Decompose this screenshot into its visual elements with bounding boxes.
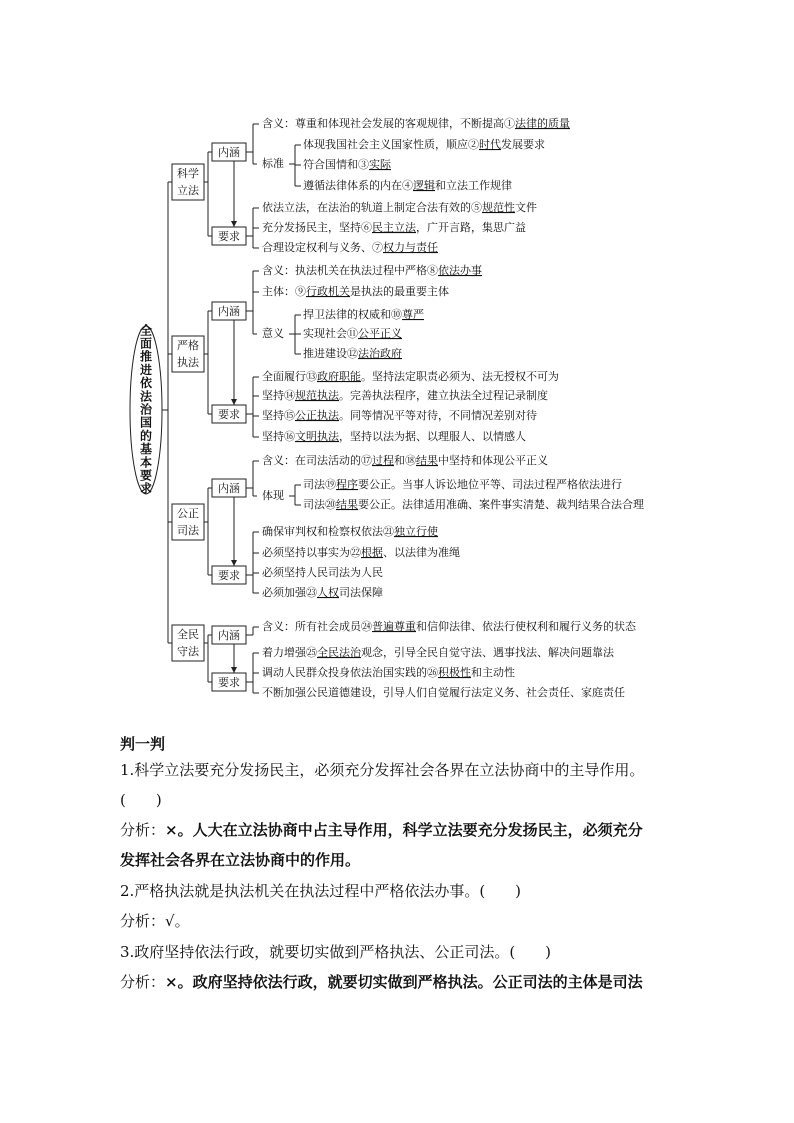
text-segment: 捍卫法律的权威和⑩ — [303, 308, 402, 321]
root-char: 本 — [139, 455, 153, 470]
question-1: 1.科学立法要充分发扬民主，必须充分发挥社会各界在立法协商中的主导作用。 — [120, 761, 645, 779]
branch-label-line2: 司法 — [177, 524, 199, 537]
sub-item — [303, 326, 402, 340]
answer-blank: 规范执法 — [295, 389, 339, 402]
sub-item — [303, 497, 644, 511]
branch-label-line1: 全民 — [177, 628, 199, 641]
text-segment: 含义：尊重和体现社会发展的客观规律，不断提高① — [262, 117, 515, 130]
answer-blank: 过程 — [372, 454, 394, 467]
text-segment: 确保审判权和检察权依法㉑ — [262, 525, 394, 538]
branch-label-line1: 严格 — [177, 339, 199, 352]
answer-blank: 实际 — [369, 158, 391, 171]
neihan-arrow-head — [231, 399, 237, 405]
answer-blank: 程序 — [336, 478, 358, 491]
neihan-item — [262, 619, 637, 633]
text-segment: 含义：所有社会成员㉔ — [262, 620, 372, 633]
branch-label-line2: 立法 — [177, 184, 199, 197]
yaoqiu-item — [262, 524, 438, 538]
neihan-arrow-head — [231, 560, 237, 566]
yaoqiu-item — [262, 645, 615, 659]
yaoqiu-item — [262, 545, 460, 559]
yaoqiu-item — [262, 388, 548, 402]
answer-blank: 权力与责任 — [383, 241, 438, 254]
yaoqiu-item — [262, 220, 526, 234]
answer-3 — [120, 975, 680, 990]
answer-blank: 依法办事 — [438, 264, 482, 277]
neihan-label: 内涵 — [218, 482, 240, 495]
neihan-item — [262, 284, 449, 298]
text-segment: 不断加强公民道德建设，引导人们自觉履行法定义务、社会责任、家庭责任 — [262, 686, 625, 699]
text-segment: 中坚持和体现公平正义 — [438, 454, 548, 467]
yaoqiu-item — [262, 408, 537, 422]
yaoqiu-item — [262, 200, 537, 214]
answer-blank: 政府职能 — [317, 370, 361, 383]
answer-blank: 结果 — [336, 498, 358, 511]
text-segment: 和⑱ — [394, 454, 416, 467]
text-segment: 必须坚持以事实为㉒ — [262, 546, 361, 559]
answer-blank: 根据 — [361, 546, 383, 559]
root-char: 国 — [139, 415, 153, 430]
root-char: 法 — [139, 389, 153, 404]
yaoqiu-item — [262, 369, 559, 383]
text-segment: 体现我国社会主义国家性质，顺应② — [303, 138, 479, 151]
text-segment: 司法⑳ — [303, 498, 336, 511]
neihan-label: 内涵 — [218, 146, 240, 159]
neihan-item — [262, 453, 548, 467]
text-segment: 坚持⑯ — [262, 430, 295, 443]
branch-label-line1: 公正 — [177, 507, 199, 520]
sub-label: 体现 — [262, 489, 284, 502]
yaoqiu-item — [262, 429, 526, 443]
text-segment: 推进建设⑫ — [303, 347, 358, 360]
root-char: 面 — [139, 336, 153, 351]
text-segment: 。同等情况平等对待，不同情况差别对待 — [339, 409, 537, 422]
answer-1-prefix: 分析： — [120, 821, 166, 839]
answer-2 — [120, 914, 680, 929]
text-segment: 司法⑲ — [303, 478, 336, 491]
question-2: 2.严格执法就是执法机关在执法过程中严格依法办事。( ) — [120, 882, 522, 900]
yaoqiu-item — [262, 240, 438, 254]
question-1-paren: ( ) — [120, 791, 162, 809]
answer-blank: 全民法治 — [317, 646, 361, 659]
text-segment: 必须坚持人民司法为人民 — [262, 566, 383, 579]
text-segment: 、以法律为准绳 — [383, 546, 460, 559]
yaoqiu-item — [262, 685, 625, 699]
answer-blank: 积极性 — [438, 666, 471, 679]
answer-1-line-1 — [120, 823, 680, 838]
root-char: 求 — [139, 481, 153, 496]
root-char: 治 — [139, 402, 153, 417]
answer-blank: 文明执法 — [295, 430, 339, 443]
neihan-item — [262, 116, 570, 130]
text-segment: 和立法工作规律 — [435, 179, 512, 192]
sub-item — [303, 137, 545, 151]
answer-2-prefix: 分析： — [120, 912, 166, 930]
text-segment: 坚持⑮ — [262, 409, 295, 422]
text-segment: 符合国情和③ — [303, 158, 369, 171]
neihan-label: 内涵 — [218, 629, 240, 642]
answer-blank: 民主立法 — [372, 221, 416, 234]
answer-1-line-2: 发挥社会各界在立法协商中的作用。 — [120, 851, 361, 869]
answer-blank: 尊严 — [402, 308, 424, 321]
text-segment: 合理设定权利与义务、⑦ — [262, 241, 383, 254]
neihan-arrow-head — [231, 221, 237, 227]
text-segment: 含义：执法机关在执法过程中严格⑧ — [262, 264, 438, 277]
neihan-arrow-head — [231, 667, 237, 673]
root-char: 要 — [139, 468, 153, 483]
text-segment: 要公正。法律适用准确、案件事实清楚、裁判结果合法合理 — [358, 498, 644, 511]
answer-blank: 普遍尊重 — [372, 620, 416, 633]
answer-blank: 法律的质量 — [515, 117, 570, 130]
text-segment: 依法立法，在法治的轨道上制定合法有效的⑤ — [262, 201, 482, 214]
answer-blank: 公正执法 — [295, 409, 339, 422]
root-char: 进 — [139, 362, 153, 377]
answer-2-text: √。 — [165, 912, 190, 930]
yaoqiu-label: 要求 — [218, 569, 240, 582]
root-char: 推 — [139, 349, 153, 364]
yaoqiu-item — [262, 585, 383, 599]
text-segment: 。坚持法定职责必须为、法无授权不可为 — [361, 370, 559, 383]
text-segment: 司法保障 — [339, 586, 383, 599]
text-segment: 含义：在司法活动的⑰ — [262, 454, 372, 467]
neihan-label: 内涵 — [218, 305, 240, 318]
answer-blank: 法治政府 — [358, 347, 402, 360]
yaoqiu-item — [262, 565, 383, 579]
text-segment: 遵循法律体系的内在④ — [303, 179, 413, 192]
answer-3-prefix: 分析： — [120, 973, 166, 991]
text-segment: 是执法的最重要主体 — [350, 285, 449, 298]
quiz-heading: 判一判 — [120, 735, 166, 753]
sub-label: 标准 — [262, 157, 284, 170]
text-segment: 坚持⑭ — [262, 389, 295, 402]
branch-label-line2: 执法 — [177, 356, 199, 369]
answer-blank: 时代 — [479, 138, 501, 151]
neihan-item — [262, 263, 482, 277]
answer-blank: 规范性 — [482, 201, 515, 214]
sub-item — [303, 157, 392, 171]
text-segment: 实现社会⑪ — [303, 327, 358, 340]
yaoqiu-item — [262, 665, 515, 679]
question-3: 3.政府坚持依法行政，就要切实做到严格执法、公正司法。( ) — [120, 943, 552, 961]
text-segment: ，坚持以法为据、以理服人、以情感人 — [339, 430, 526, 443]
text-segment: 和信仰法律、依法行使权利和履行义务的状态 — [416, 620, 636, 633]
yaoqiu-label: 要求 — [218, 230, 240, 243]
answer-blank: 公平正义 — [358, 327, 402, 340]
text-segment: 全面履行⑬ — [262, 370, 317, 383]
text-segment: ，广开言路，集思广益 — [416, 221, 526, 234]
text-segment: 发展要求 — [501, 138, 545, 151]
answer-blank: 行政机关 — [306, 285, 350, 298]
yaoqiu-label: 要求 — [218, 408, 240, 421]
root-char: 依 — [139, 376, 153, 391]
sub-item — [303, 178, 512, 192]
text-segment: 必须加强㉓ — [262, 586, 317, 599]
sub-item — [303, 307, 424, 321]
answer-blank: 结果 — [416, 454, 438, 467]
text-segment: 充分发扬民主，坚持⑥ — [262, 221, 372, 234]
text-segment: 要公正。当事人诉讼地位平等、司法过程严格依法进行 — [358, 478, 622, 491]
text-segment: 和主动性 — [471, 666, 515, 679]
answer-1-text: ×。人大在立法协商中占主导作用，科学立法要充分发扬民主，必须充分 — [165, 821, 643, 839]
sub-item — [303, 477, 622, 491]
root-char: 全 — [139, 323, 153, 338]
text-segment: 观念，引导全民自觉守法、遇事找法、解决问题靠法 — [361, 646, 614, 659]
answer-blank: 逻辑 — [413, 179, 435, 192]
branch-label-line2: 守法 — [177, 645, 199, 658]
sub-label: 意义 — [262, 327, 284, 340]
root-char: 的 — [139, 428, 153, 443]
answer-3-text: ×。政府坚持依法行政，就要切实做到严格执法。公正司法的主体是司法 — [165, 973, 643, 991]
yaoqiu-label: 要求 — [218, 676, 240, 689]
text-segment: 调动人民群众投身依法治国实践的㉖ — [262, 666, 438, 679]
text-segment: 主体：⑨ — [262, 285, 306, 298]
text-segment: 着力增强㉕ — [262, 646, 317, 659]
text-segment: 文件 — [515, 201, 537, 214]
sub-item — [303, 346, 402, 360]
text-segment: 。完善执法程序，建立执法全过程记录制度 — [339, 389, 548, 402]
branch-label-line1: 科学 — [177, 167, 199, 180]
root-char: 基 — [139, 442, 153, 457]
answer-blank: 人权 — [317, 586, 339, 599]
answer-blank: 独立行使 — [394, 525, 438, 538]
